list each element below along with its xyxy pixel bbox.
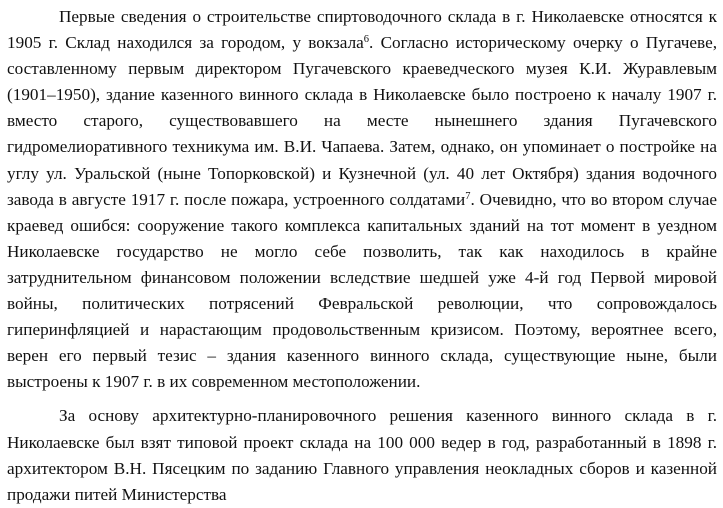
paragraph-1-text-3: . Очевидно, что во втором случае краевед ошибся: сооружение такого комплекса капитальных зданий на тот момент в уездном Николаевске государство не могло себе позволить, так как находилось в крайне затруднительном финансовом положении вследствие шедшей уже 4-й год Первой мировой войны, политических потрясений Февральской революции, что сопровождалось гиперинфляцией и нарастающим продовольственным кризисом. Поэтому, вероятнее всего, верен его первый тезис – здания казенного винного склада, существующие ныне, были выстроены к 1907 г. в их современном местоположении. (7, 189, 717, 392)
paragraph-1-text-2: . Согласно историческому очерку о Пугачеве, составленному первым директором Пугачевского краеведческого музея К.И. Журавлевым (1901–1950), здание казенного винного склада в Николаевске было построено к началу 1907 г. вместо старого, существовавшего на месте нынешнего здания Пугачевского гидромелиоративного техникума им. В.И. Чапаева. Затем, однако, он упоминает о постройке на углу ул. Уральской (ныне Топорковской) и Кузнечной (ул. 40 лет Октября) здания водочного завода в августе 1917 г. после пожара, устроенного солдатами (7, 33, 717, 209)
footnote-reference-7[interactable]: 7 (465, 190, 471, 202)
paragraph-warehouse-history (7, 4, 717, 395)
paragraph-2-text-1: За основу архитектурно-планировочного решения казенного винного склада в г. Николаевске был взят типовой проект склада на 100 000 ведер в год, разработанный в 1898 г. архитектором В.Н. Пясецким по заданию Главного управления неокладных сборов и казенной продажи питей Министерства (7, 406, 717, 504)
footnote-reference-6[interactable]: 6 (363, 34, 370, 46)
paragraph-architectural-design (7, 403, 717, 507)
paragraph-1-text-1: Первые сведения о строительстве спиртоводочного склада в г. Николаевске относятся к 1905 г. Склад находился за городом, у вокзала (7, 7, 717, 53)
